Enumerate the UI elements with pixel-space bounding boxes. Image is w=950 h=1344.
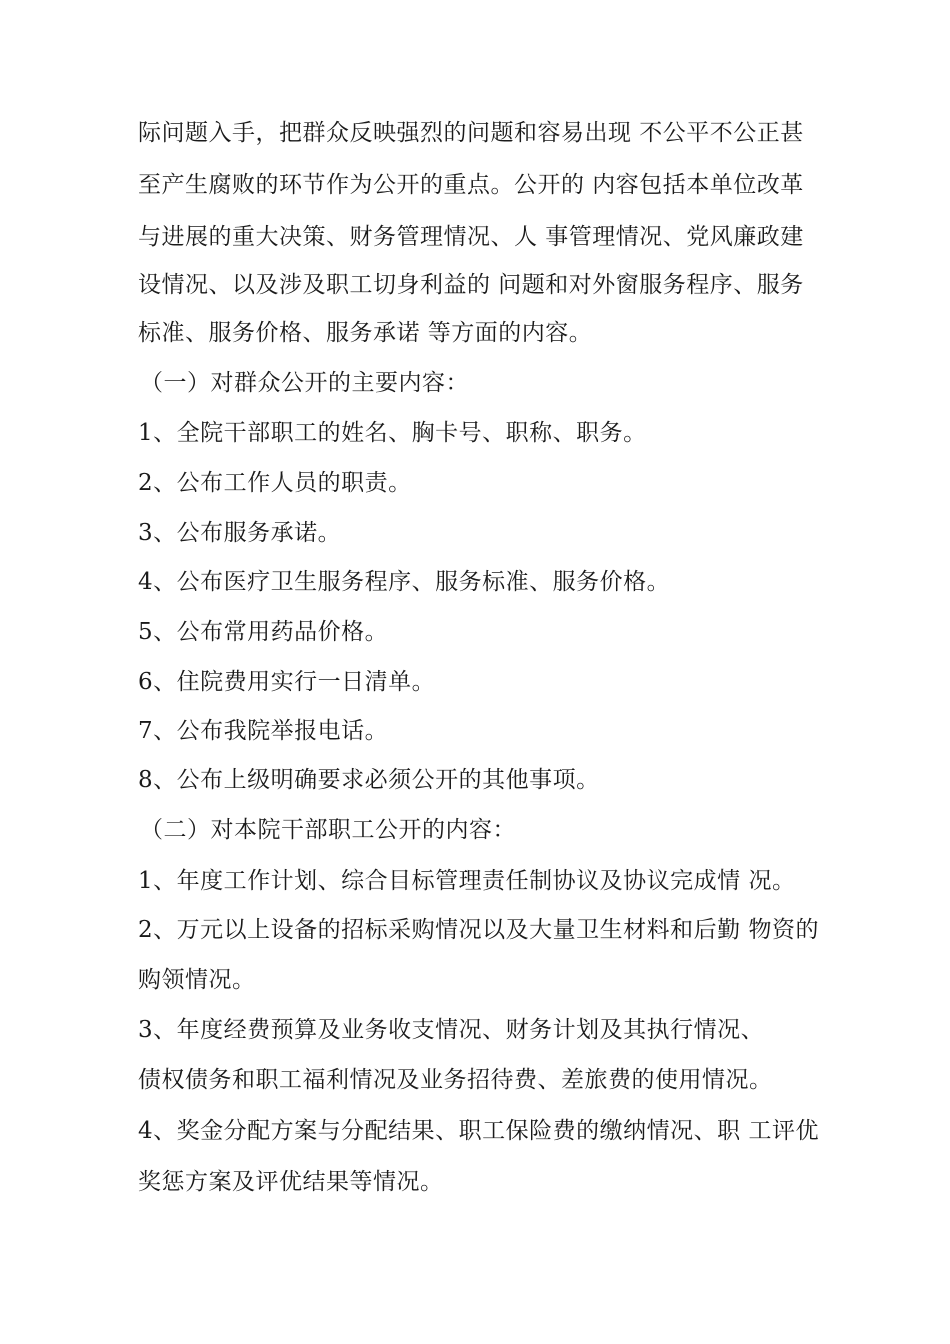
list-item: 3、年度经费预算及业务收支情况、财务计划及其执行情况、 bbox=[138, 1017, 765, 1043]
list-item-continuation: 奖惩方案及评优结果等情况。 bbox=[138, 1169, 444, 1195]
list-item-continuation: 购领情况。 bbox=[138, 967, 256, 993]
list-item: 2、公布工作人员的职责。 bbox=[138, 470, 412, 496]
paragraph-line: 设情况、以及涉及职工切身利益的 问题和对外窗服务程序、服务 bbox=[138, 272, 804, 298]
list-item: 1、全院干部职工的姓名、胸卡号、职称、职务。 bbox=[138, 420, 647, 446]
list-item: 2、万元以上设备的招标采购情况以及大量卫生材料和后勤 物资的 bbox=[138, 917, 819, 943]
list-item: 1、年度工作计划、综合目标管理责任制协议及协议完成情 况。 bbox=[138, 868, 796, 894]
paragraph-line: 至产生腐败的环节作为公开的重点。公开的 内容包括本单位改革 bbox=[138, 172, 804, 198]
paragraph-line: 与进展的重大决策、财务管理情况、人 事管理情况、党风廉政建 bbox=[138, 224, 804, 250]
list-item: 6、住院费用实行一日清单。 bbox=[138, 669, 436, 695]
list-item: 4、奖金分配方案与分配结果、职工保险费的缴纳情况、职 工评优 bbox=[138, 1118, 819, 1144]
paragraph-line: 标准、服务价格、服务承诺 等方面的内容。 bbox=[138, 320, 593, 346]
paragraph-line: 际问题入手，把群众反映强烈的问题和容易出现 不公平不公正甚 bbox=[138, 120, 804, 146]
list-item: 3、公布服务承诺。 bbox=[138, 520, 342, 546]
section-heading: （二）对本院干部职工公开的内容： bbox=[140, 817, 516, 843]
list-item: 7、公布我院举报电话。 bbox=[138, 718, 389, 744]
list-item: 4、公布医疗卫生服务程序、服务标准、服务价格。 bbox=[138, 569, 671, 595]
list-item: 5、公布常用药品价格。 bbox=[138, 619, 389, 645]
section-heading: （一）对群众公开的主要内容： bbox=[140, 370, 469, 396]
list-item: 8、公布上级明确要求必须公开的其他事项。 bbox=[138, 767, 600, 793]
list-item-continuation: 债权债务和职工福利情况及业务招待费、差旅费的使用情况。 bbox=[138, 1067, 773, 1093]
